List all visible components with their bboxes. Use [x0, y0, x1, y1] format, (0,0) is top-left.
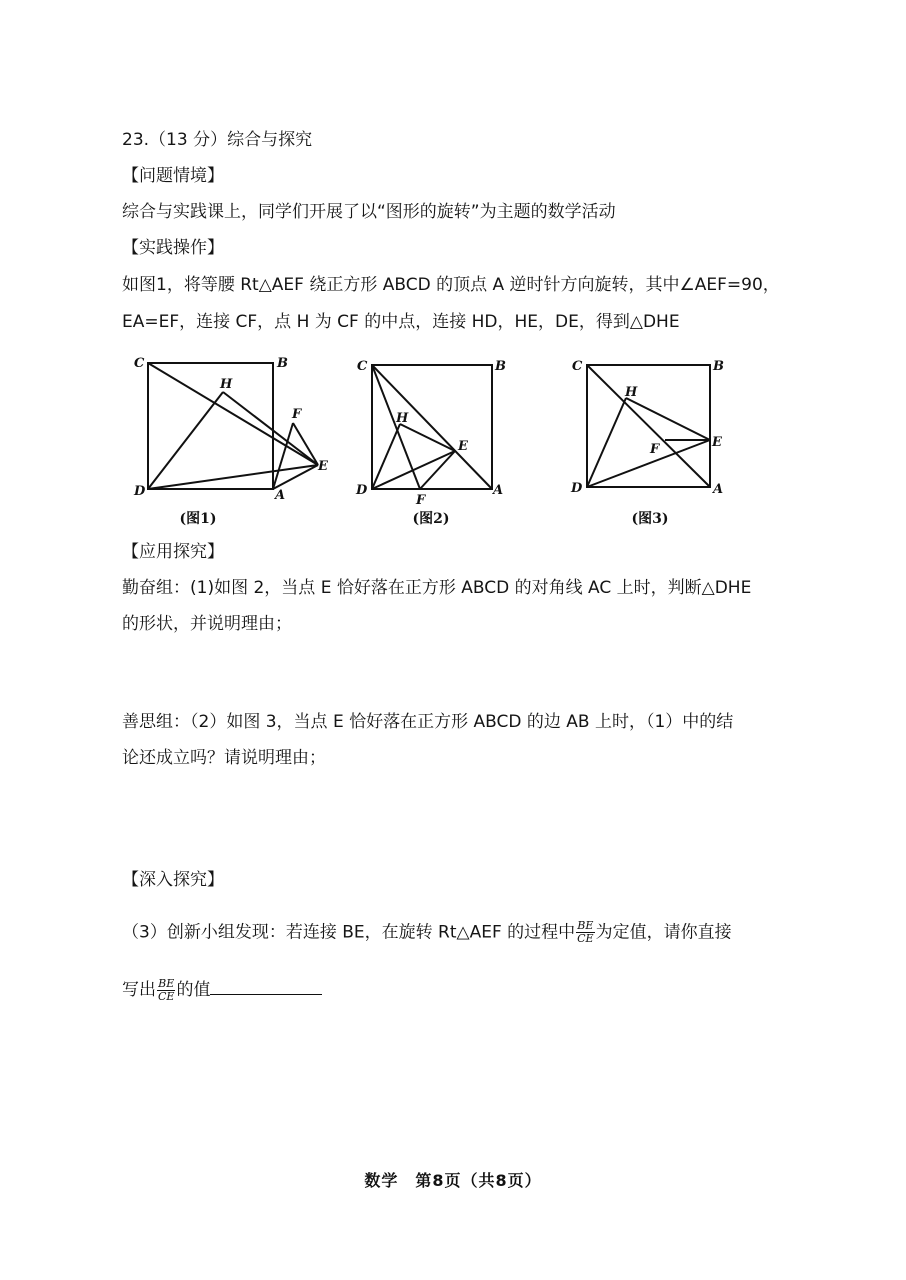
fig3-label-h: H [625, 385, 638, 400]
fig3-label-e: E [712, 435, 722, 450]
fig2-label-f: F [416, 493, 426, 508]
fig2-label-c: C [357, 359, 368, 374]
fig3-label-a: A [713, 482, 724, 497]
figure-3-diagram [570, 350, 730, 510]
fig3-label-d: D [571, 481, 583, 496]
q2-line-2: 论还成立吗？请说明理由； [122, 748, 326, 768]
figure-3-caption: (图3) [631, 511, 669, 527]
fig2-label-e: E [458, 439, 468, 454]
q3-text-after: 为定值，请你直接 [595, 922, 732, 943]
q2-line-1: 善思组：（2）如图 3，当点 E 恰好落在正方形 ABCD 的边 AB 上时，（1）中的结 [122, 712, 734, 732]
situation-text: 综合与实践课上，同学们开展了以“图形的旋转”为主题的数学活动 [122, 202, 616, 222]
fig3-label-c: C [572, 359, 583, 374]
apply-title: 【应用探究】 [122, 542, 224, 562]
fig1-label-a: A [275, 488, 286, 500]
figure-2-caption: (图2) [412, 511, 450, 527]
fig2-label-a: A [493, 483, 504, 498]
fraction-numerator-2: BE [158, 976, 175, 990]
page-footer: 数学 第8页（共8页） [364, 1171, 542, 1190]
fig3-label-b: B [713, 359, 724, 374]
q3-line-2 [122, 976, 322, 1003]
figure-1-caption: (图1) [179, 511, 217, 527]
fig2-label-d: D [356, 483, 368, 498]
figure-1 [130, 350, 340, 527]
situation-title: 【问题情境】 [122, 166, 224, 186]
figure-2-diagram [355, 350, 515, 510]
practice-line-1: 如图1，将等腰 Rt△AEF 绕正方形 ABCD 的顶点 A 逆时针方向旋转，其中∠AEF=90， [122, 275, 780, 295]
fig1-label-c: C [134, 356, 145, 371]
fraction-be-ce-2 [157, 978, 175, 1003]
q1-line-1: 勤奋组：(1)如图 2，当点 E 恰好落在正方形 ABCD 的对角线 AC 上时，判断△DHE [122, 578, 752, 598]
fraction-denominator-2: CE [158, 989, 175, 1003]
q3-line2-before: 写出 [122, 980, 156, 1000]
answer-blank[interactable] [210, 976, 322, 995]
fig1-label-b: B [277, 356, 288, 371]
fig2-label-b: B [495, 359, 506, 374]
practice-title: 【实践操作】 [122, 238, 224, 258]
question-header: 23.（13 分）综合与探究 [122, 130, 313, 150]
figure-1-diagram [130, 350, 340, 500]
fraction-numerator: BE [577, 919, 594, 932]
deep-title: 【深入探究】 [122, 870, 224, 890]
practice-line-2: EA=EF，连接 CF，点 H 为 CF 的中点，连接 HD，HE，DE，得到△DHE [122, 312, 680, 332]
fig1-label-h: H [220, 377, 233, 392]
fig1-label-f: F [292, 407, 302, 422]
fig1-label-d: D [134, 484, 146, 499]
figure-2 [355, 350, 515, 527]
figure-3 [570, 350, 730, 527]
q3-line2-after: 的值 [176, 980, 211, 1000]
q3-line-1 [122, 920, 732, 945]
fig1-label-e: E [318, 459, 328, 474]
fig3-label-f: F [650, 442, 660, 457]
q1-line-2: 的形状，并说明理由； [122, 614, 292, 634]
q3-text-before: （3）创新小组发现：若连接 BE，在旋转 Rt△AEF 的过程中 [122, 922, 576, 943]
fraction-be-ce [576, 920, 594, 945]
fraction-denominator: CE [577, 932, 594, 945]
fig2-label-h: H [396, 411, 409, 426]
